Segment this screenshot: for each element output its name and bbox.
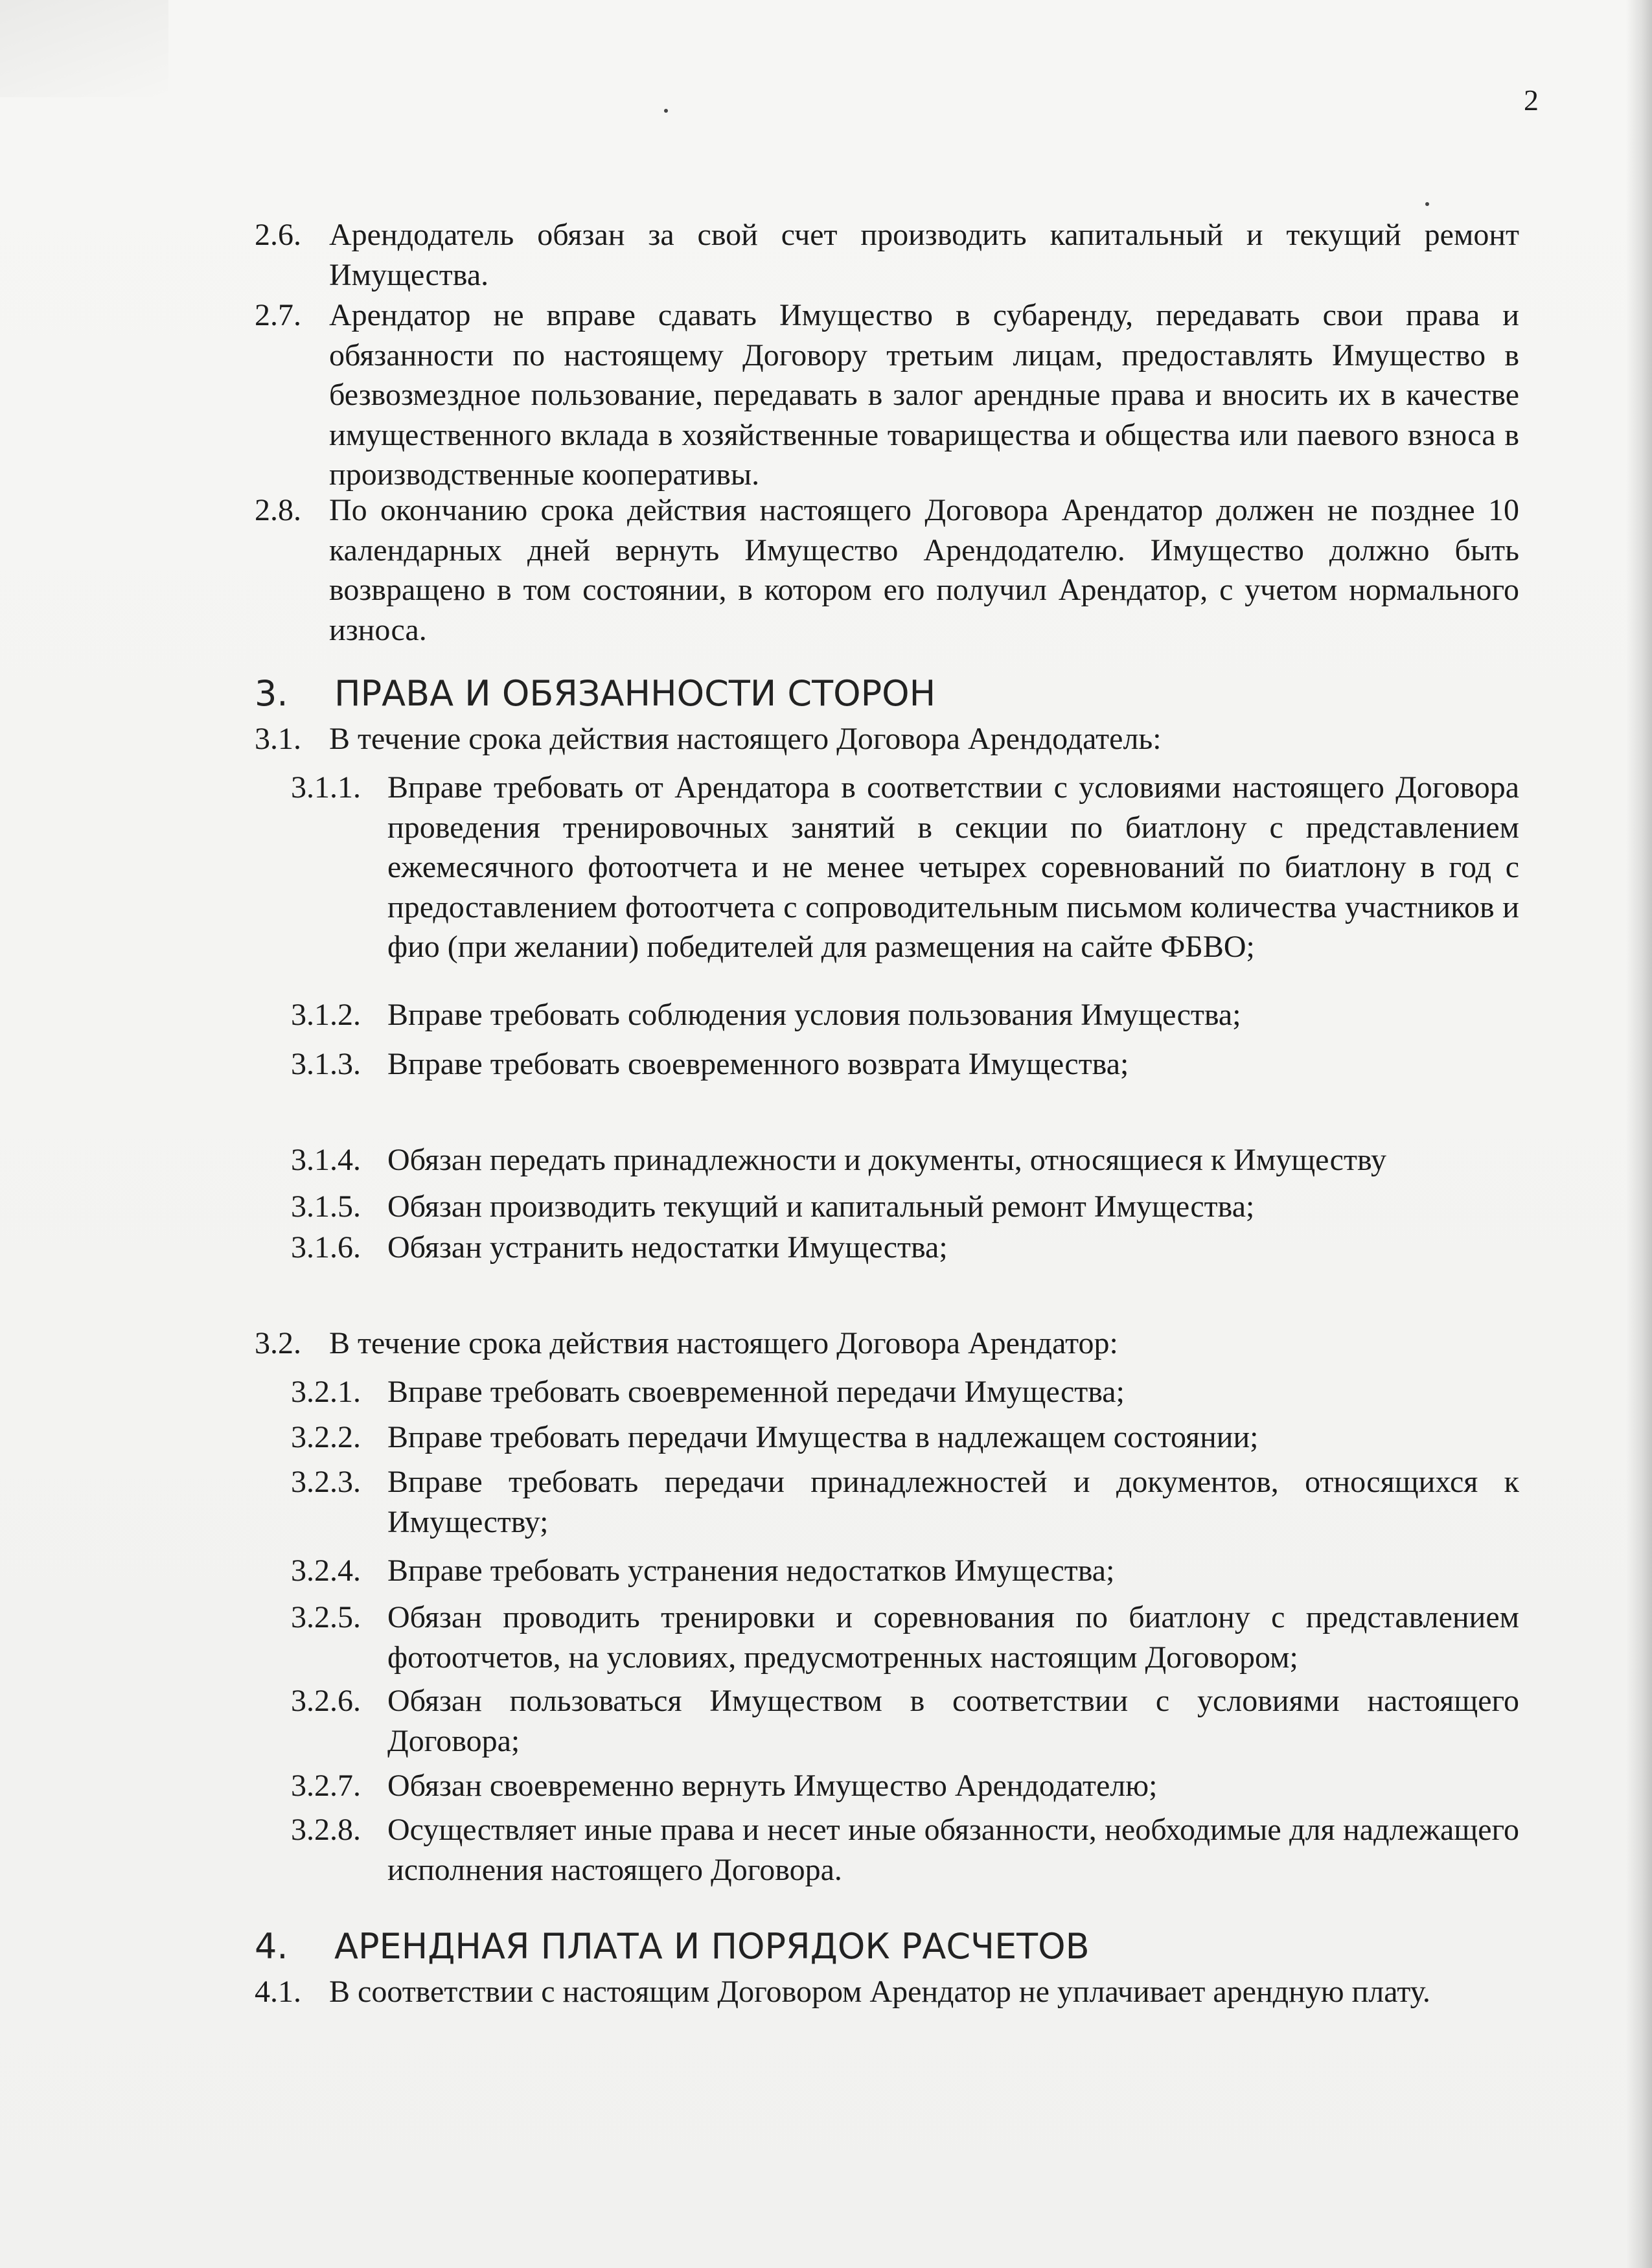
clause-text: По окончанию срока действия настоящего Договора Арендатор должен не позднее 10 календарных дней вернуть Имущество Арендодателю. Имущество должно быть возвращено в том состоянии, в котором его получил Арендатор, с учетом нормального износа. bbox=[329, 493, 1519, 647]
section-3-heading bbox=[255, 671, 1421, 716]
subclause-text: Вправе требовать соблюдения условия пользования Имущества; bbox=[387, 998, 1241, 1032]
subclause-3-1-6 bbox=[291, 1228, 1519, 1268]
section-number: 3. bbox=[255, 673, 288, 714]
subclause-number: 3.1.5. bbox=[291, 1189, 361, 1224]
section-number: 4. bbox=[255, 1926, 288, 1967]
section-title: ПРАВА И ОБЯЗАННОСТИ СТОРОН bbox=[334, 673, 936, 714]
clause-2-6 bbox=[255, 215, 1519, 295]
subclause-3-1-5 bbox=[291, 1187, 1519, 1227]
subclause-number: 3.2.8. bbox=[291, 1813, 361, 1847]
subclause-text: Осуществляет иные права и несет иные обязанности, необходимые для надлежащего исполнения настоящего Договора. bbox=[387, 1813, 1519, 1887]
subclause-text: Обязан устранить недостатки Имущества; bbox=[387, 1230, 948, 1265]
clause-text: В соответствии с настоящим Договором Арендатор не уплачивает арендную плату. bbox=[329, 1975, 1430, 2009]
subclause-3-1-4 bbox=[291, 1140, 1519, 1180]
clause-text: В течение срока действия настоящего Договора Арендодатель: bbox=[329, 722, 1162, 756]
subclause-3-2-4 bbox=[291, 1551, 1519, 1591]
clause-text: Арендатор не вправе сдавать Имущество в субаренду, передавать свои права и обязанности по настоящему Договору третьим лицам, предоставлять Имущество в безвозмездное пользование, передавать в залог арендные права и вносить их в качестве имущественного вклада в хозяйственные товарищества и общества или паевого взноса в производственные кооперативы. bbox=[329, 298, 1519, 492]
subclause-number: 3.1.3. bbox=[291, 1047, 361, 1081]
section-title: АРЕНДНАЯ ПЛАТА И ПОРЯДОК РАСЧЕТОВ bbox=[334, 1926, 1090, 1967]
subclause-text: Вправе требовать устранения недостатков Имущества; bbox=[387, 1553, 1115, 1588]
clause-2-7 bbox=[255, 295, 1519, 495]
clause-number: 2.8. bbox=[255, 493, 301, 527]
clause-number: 2.6. bbox=[255, 218, 301, 252]
subclause-number: 3.2.4. bbox=[291, 1553, 361, 1588]
subclause-number: 3.1.4. bbox=[291, 1143, 361, 1177]
subclause-3-2-8 bbox=[291, 1810, 1519, 1890]
subclause-3-1-2 bbox=[291, 995, 1519, 1035]
subclause-number: 3.2.1. bbox=[291, 1375, 361, 1409]
clause-number: 3.2. bbox=[255, 1326, 301, 1360]
subclause-3-2-7 bbox=[291, 1766, 1519, 1806]
clause-4-1 bbox=[255, 1972, 1519, 2012]
clause-3-2 bbox=[255, 1323, 1519, 1364]
subclause-3-1-3 bbox=[291, 1044, 1519, 1084]
subclause-number: 3.1.2. bbox=[291, 998, 361, 1032]
subclause-text: Обязан пользоваться Имуществом в соответствии с условиями настоящего Договора; bbox=[387, 1684, 1519, 1758]
subclause-text: Обязан своевременно вернуть Имущество Арендодателю; bbox=[387, 1769, 1158, 1803]
paper-edge-shadow bbox=[1626, 0, 1652, 2268]
subclause-number: 3.1.6. bbox=[291, 1230, 361, 1265]
subclause-3-2-1 bbox=[291, 1372, 1519, 1412]
clause-3-1 bbox=[255, 719, 1519, 759]
paper-fold-shadow bbox=[0, 0, 168, 97]
subclause-3-2-5 bbox=[291, 1598, 1519, 1678]
subclause-number: 3.1.1. bbox=[291, 770, 361, 805]
clause-2-8 bbox=[255, 490, 1519, 650]
section-4-heading bbox=[255, 1924, 1486, 1969]
subclause-number: 3.2.7. bbox=[291, 1769, 361, 1803]
subclause-number: 3.2.6. bbox=[291, 1684, 361, 1718]
subclause-text: Обязан передать принадлежности и документы, относящиеся к Имуществу bbox=[387, 1143, 1386, 1177]
subclause-text: Обязан производить текущий и капитальный ремонт Имущества; bbox=[387, 1189, 1255, 1224]
subclause-text: Вправе требовать своевременного возврата Имущества; bbox=[387, 1047, 1129, 1081]
subclause-number: 3.2.3. bbox=[291, 1465, 361, 1499]
clause-text: Арендодатель обязан за свой счет производить капитальный и текущий ремонт Имущества. bbox=[329, 218, 1519, 292]
subclause-text: Вправе требовать от Арендатора в соответствии с условиями настоящего Договора проведения тренировочных занятий в секции по биатлону с представлением ежемесячного фотоотчета и не менее четырех соревнований по биатлону в год с предоставлением фотоотчета с сопроводительным письмом количества участников и фио (при желании) победителей для размещения на сайте ФБВО; bbox=[387, 770, 1519, 964]
clause-text: В течение срока действия настоящего Договора Арендатор: bbox=[329, 1326, 1118, 1360]
clause-number: 2.7. bbox=[255, 298, 301, 332]
subclause-text: Вправе требовать передачи принадлежностей и документов, относящихся к Имуществу; bbox=[387, 1465, 1519, 1539]
clause-number: 4.1. bbox=[255, 1975, 301, 2009]
subclause-text: Обязан проводить тренировки и соревнования по биатлону с представлением фотоотчетов, на условиях, предусмотренных настоящим Договором; bbox=[387, 1600, 1519, 1675]
subclause-text: Вправе требовать передачи Имущества в надлежащем состоянии; bbox=[387, 1420, 1259, 1454]
scan-speck bbox=[664, 109, 668, 113]
subclause-text: Вправе требовать своевременной передачи Имущества; bbox=[387, 1375, 1125, 1409]
subclause-number: 3.2.5. bbox=[291, 1600, 361, 1634]
scan-speck bbox=[1425, 202, 1429, 206]
subclause-3-2-6 bbox=[291, 1681, 1519, 1761]
page-number: 2 bbox=[1524, 84, 1539, 117]
subclause-3-2-3 bbox=[291, 1462, 1519, 1542]
subclause-number: 3.2.2. bbox=[291, 1420, 361, 1454]
subclause-3-2-2 bbox=[291, 1417, 1519, 1458]
clause-number: 3.1. bbox=[255, 722, 301, 756]
subclause-3-1-1 bbox=[291, 768, 1519, 1007]
